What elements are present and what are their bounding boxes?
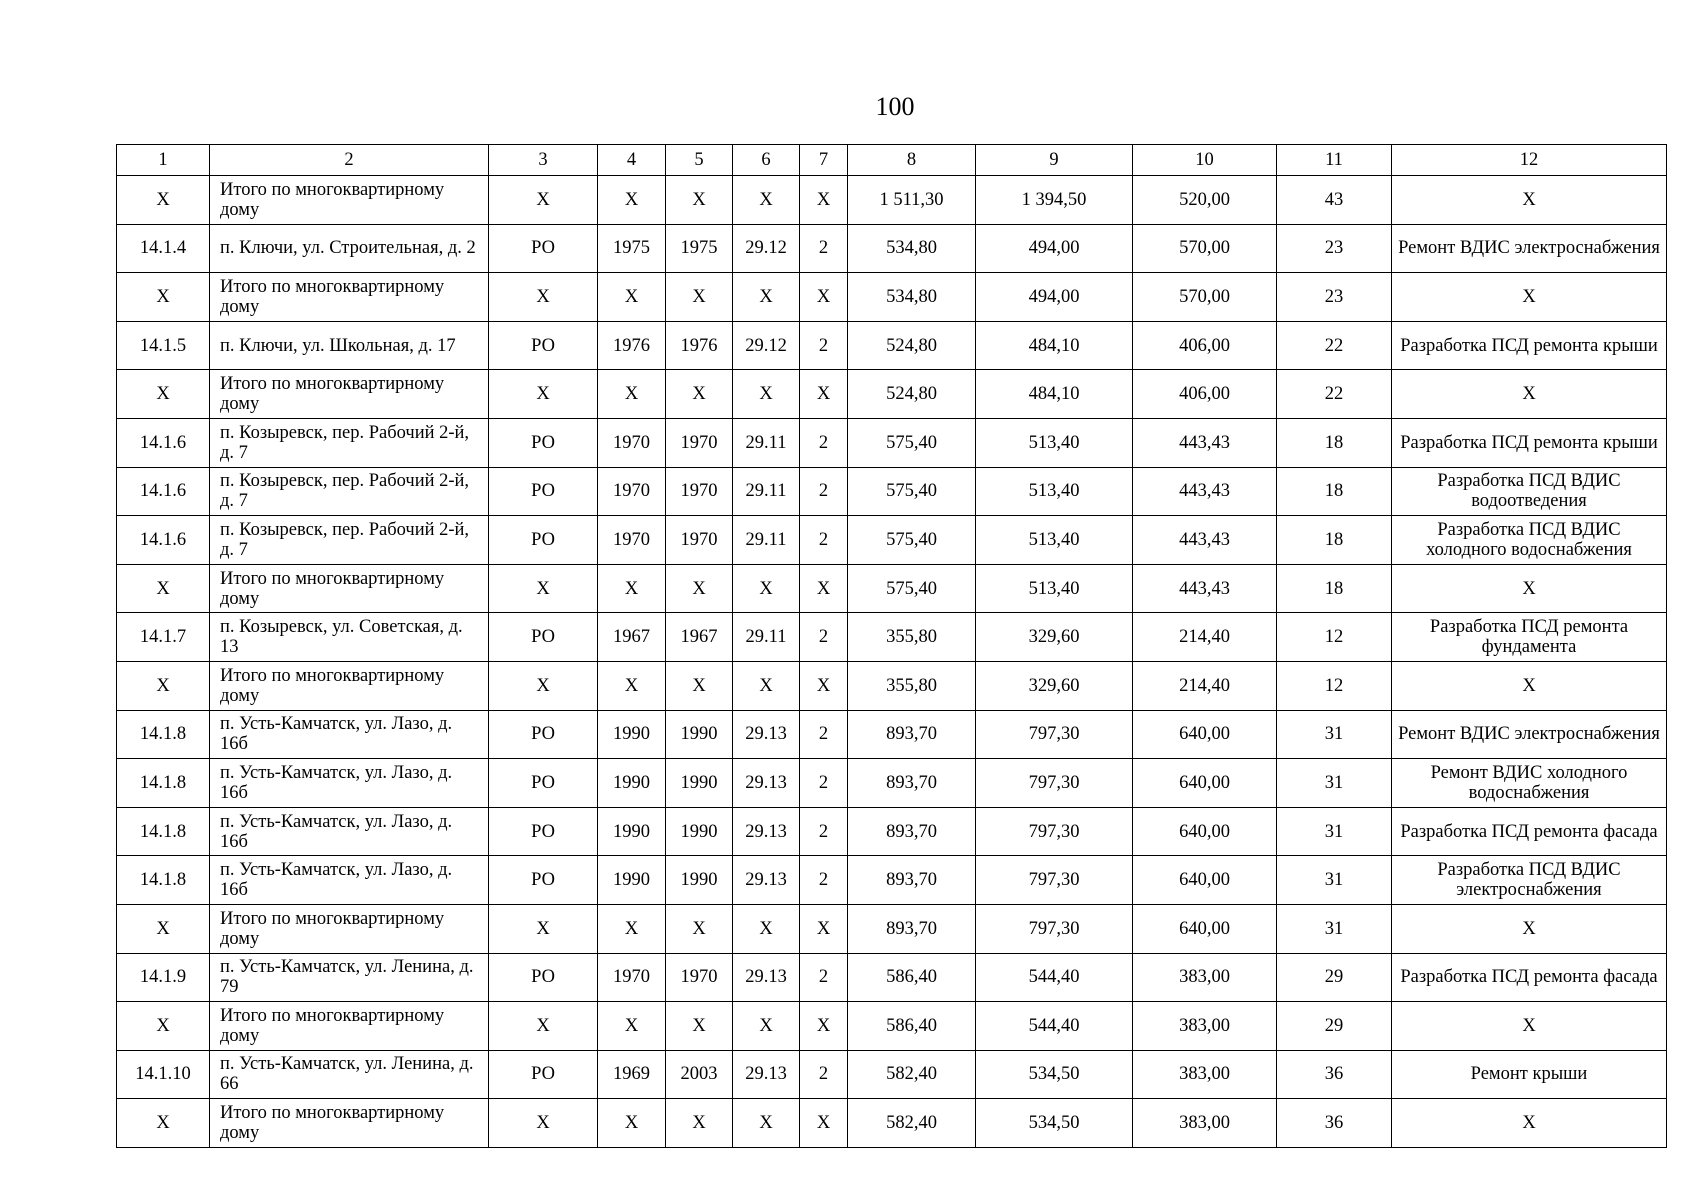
cell-col-floors: Х (800, 273, 848, 322)
cell-col-address: п. Усть-Камчатск, ул. Ленина, д. 79 (210, 953, 489, 1002)
cell-col-owner: Х (489, 564, 598, 613)
cell-col-cost: 520,00 (1133, 176, 1277, 225)
cell-col-year-commissioned: Х (666, 1002, 733, 1051)
cell-col-work: Разработка ПСД ремонта крыши (1392, 321, 1667, 370)
cell-col-code: Х (733, 1099, 800, 1148)
cell-col-residents: 12 (1277, 661, 1392, 710)
cell-col-residents: 31 (1277, 710, 1392, 759)
cell-col-year-built: Х (598, 904, 666, 953)
cell-col-num: Х (117, 273, 210, 322)
header-cell-col-area-total: 8 (848, 145, 976, 176)
cell-col-area-living: 513,40 (976, 564, 1133, 613)
table-row (117, 224, 1667, 273)
cell-col-area-total: 524,80 (848, 370, 976, 419)
cell-col-code: Х (733, 370, 800, 419)
cell-col-year-built: Х (598, 661, 666, 710)
cell-col-residents: 31 (1277, 807, 1392, 856)
cell-col-year-built: 1970 (598, 953, 666, 1002)
cell-col-floors: 2 (800, 418, 848, 467)
cell-col-num: 14.1.8 (117, 759, 210, 808)
header-cell-col-cost: 10 (1133, 145, 1277, 176)
cell-col-cost: 443,43 (1133, 516, 1277, 565)
cell-col-cost: 443,43 (1133, 564, 1277, 613)
table-row (117, 1050, 1667, 1099)
cell-col-year-built: 1975 (598, 224, 666, 273)
cell-col-area-living: 797,30 (976, 856, 1133, 905)
cell-col-owner: РО (489, 418, 598, 467)
cell-col-area-total: 893,70 (848, 807, 976, 856)
cell-col-year-built: Х (598, 273, 666, 322)
cell-col-cost: 640,00 (1133, 710, 1277, 759)
table-row (117, 273, 1667, 322)
cell-col-year-commissioned: Х (666, 273, 733, 322)
cell-col-address: Итого по многоквартирному дому (210, 1099, 489, 1148)
cell-col-area-total: 586,40 (848, 1002, 976, 1051)
table-row (117, 904, 1667, 953)
cell-col-code: Х (733, 1002, 800, 1051)
cell-col-year-commissioned: 1970 (666, 418, 733, 467)
cell-col-work: Х (1392, 564, 1667, 613)
cell-col-residents: 18 (1277, 564, 1392, 613)
cell-col-year-commissioned: 1970 (666, 953, 733, 1002)
cell-col-floors: 2 (800, 953, 848, 1002)
cell-col-address: п. Усть-Камчатск, ул. Лазо, д. 16б (210, 710, 489, 759)
cell-col-cost: 383,00 (1133, 1099, 1277, 1148)
cell-col-address: п. Ключи, ул. Школьная, д. 17 (210, 321, 489, 370)
cell-col-area-living: 513,40 (976, 516, 1133, 565)
cell-col-num: 14.1.8 (117, 807, 210, 856)
cell-col-address: п. Усть-Камчатск, ул. Ленина, д. 66 (210, 1050, 489, 1099)
cell-col-year-built: 1990 (598, 807, 666, 856)
cell-col-year-commissioned: Х (666, 564, 733, 613)
cell-col-floors: Х (800, 370, 848, 419)
cell-col-num: 14.1.6 (117, 418, 210, 467)
cell-col-year-commissioned: Х (666, 176, 733, 225)
cell-col-residents: 23 (1277, 224, 1392, 273)
cell-col-address: п. Козыревск, пер. Рабочий 2-й, д. 7 (210, 467, 489, 516)
cell-col-address: п. Усть-Камчатск, ул. Лазо, д. 16б (210, 807, 489, 856)
cell-col-area-living: 1 394,50 (976, 176, 1133, 225)
cell-col-area-living: 484,10 (976, 370, 1133, 419)
table-row (117, 710, 1667, 759)
cell-col-residents: 22 (1277, 370, 1392, 419)
cell-col-address: п. Ключи, ул. Строительная, д. 2 (210, 224, 489, 273)
cell-col-owner: Х (489, 273, 598, 322)
cell-col-cost: 640,00 (1133, 856, 1277, 905)
cell-col-code: 29.12 (733, 321, 800, 370)
cell-col-owner: РО (489, 516, 598, 565)
cell-col-code: 29.11 (733, 516, 800, 565)
cell-col-area-total: 534,80 (848, 224, 976, 273)
cell-col-area-total: 893,70 (848, 710, 976, 759)
cell-col-code: 29.13 (733, 759, 800, 808)
cell-col-year-commissioned: 2003 (666, 1050, 733, 1099)
cell-col-year-commissioned: Х (666, 661, 733, 710)
cell-col-residents: 36 (1277, 1099, 1392, 1148)
cell-col-num: 14.1.8 (117, 710, 210, 759)
cell-col-owner: Х (489, 661, 598, 710)
cell-col-code: 29.11 (733, 613, 800, 662)
table-row (117, 807, 1667, 856)
cell-col-year-built: 1970 (598, 418, 666, 467)
cell-col-work: Х (1392, 661, 1667, 710)
cell-col-num: 14.1.6 (117, 467, 210, 516)
cell-col-residents: 43 (1277, 176, 1392, 225)
cell-col-year-commissioned: 1967 (666, 613, 733, 662)
cell-col-year-built: 1969 (598, 1050, 666, 1099)
cell-col-owner: РО (489, 224, 598, 273)
cell-col-area-living: 797,30 (976, 710, 1133, 759)
cell-col-floors: 2 (800, 856, 848, 905)
cell-col-address: п. Козыревск, пер. Рабочий 2-й, д. 7 (210, 418, 489, 467)
cell-col-cost: 443,43 (1133, 418, 1277, 467)
cell-col-floors: Х (800, 564, 848, 613)
cell-col-num: Х (117, 1002, 210, 1051)
cell-col-address: п. Козыревск, ул. Советская, д. 13 (210, 613, 489, 662)
cell-col-floors: Х (800, 1099, 848, 1148)
cell-col-owner: РО (489, 953, 598, 1002)
cell-col-work: Ремонт крыши (1392, 1050, 1667, 1099)
cell-col-owner: РО (489, 759, 598, 808)
cell-col-address: п. Козыревск, пер. Рабочий 2-й, д. 7 (210, 516, 489, 565)
cell-col-year-built: 1990 (598, 710, 666, 759)
cell-col-num: 14.1.4 (117, 224, 210, 273)
cell-col-work: Х (1392, 273, 1667, 322)
cell-col-area-living: 494,00 (976, 273, 1133, 322)
cell-col-area-living: 329,60 (976, 613, 1133, 662)
cell-col-address: Итого по многоквартирному дому (210, 273, 489, 322)
cell-col-code: Х (733, 273, 800, 322)
cell-col-year-built: 1967 (598, 613, 666, 662)
cell-col-code: 29.12 (733, 224, 800, 273)
cell-col-floors: 2 (800, 613, 848, 662)
cell-col-floors: 2 (800, 759, 848, 808)
cell-col-num: 14.1.7 (117, 613, 210, 662)
cell-col-num: Х (117, 370, 210, 419)
header-cell-col-floors: 7 (800, 145, 848, 176)
table-row (117, 661, 1667, 710)
cell-col-num: Х (117, 564, 210, 613)
header-cell-col-year-commissioned: 5 (666, 145, 733, 176)
cell-col-cost: 214,40 (1133, 613, 1277, 662)
cell-col-code: 29.11 (733, 467, 800, 516)
cell-col-residents: 36 (1277, 1050, 1392, 1099)
cell-col-area-living: 544,40 (976, 953, 1133, 1002)
table-row (117, 176, 1667, 225)
cell-col-year-built: Х (598, 176, 666, 225)
header-cell-col-year-built: 4 (598, 145, 666, 176)
cell-col-work: Разработка ПСД ремонта фундамента (1392, 613, 1667, 662)
cell-col-owner: Х (489, 370, 598, 419)
cell-col-code: 29.13 (733, 856, 800, 905)
cell-col-cost: 570,00 (1133, 273, 1277, 322)
cell-col-year-built: Х (598, 564, 666, 613)
cell-col-work: Разработка ПСД ремонта фасада (1392, 953, 1667, 1002)
cell-col-cost: 383,00 (1133, 1002, 1277, 1051)
cell-col-address: Итого по многоквартирному дому (210, 176, 489, 225)
cell-col-work: Ремонт ВДИС электроснабжения (1392, 710, 1667, 759)
table-row (117, 856, 1667, 905)
cell-col-year-built: 1990 (598, 856, 666, 905)
cell-col-owner: РО (489, 467, 598, 516)
cell-col-work: Х (1392, 370, 1667, 419)
cell-col-area-total: 893,70 (848, 856, 976, 905)
header-cell-col-num: 1 (117, 145, 210, 176)
table-row (117, 613, 1667, 662)
cell-col-work: Разработка ПСД ВДИС электроснабжения (1392, 856, 1667, 905)
cell-col-code: Х (733, 564, 800, 613)
header-cell-col-owner: 3 (489, 145, 598, 176)
cell-col-year-built: Х (598, 370, 666, 419)
cell-col-floors: 2 (800, 467, 848, 516)
cell-col-area-total: 586,40 (848, 953, 976, 1002)
cell-col-area-living: 513,40 (976, 418, 1133, 467)
cell-col-year-built: Х (598, 1099, 666, 1148)
cell-col-area-living: 484,10 (976, 321, 1133, 370)
cell-col-floors: 2 (800, 1050, 848, 1099)
cell-col-year-commissioned: 1990 (666, 856, 733, 905)
cell-col-area-total: 893,70 (848, 904, 976, 953)
cell-col-num: 14.1.8 (117, 856, 210, 905)
cell-col-floors: Х (800, 176, 848, 225)
cell-col-address: п. Усть-Камчатск, ул. Лазо, д. 16б (210, 856, 489, 905)
cell-col-address: Итого по многоквартирному дому (210, 370, 489, 419)
cell-col-owner: РО (489, 1050, 598, 1099)
cell-col-area-living: 513,40 (976, 467, 1133, 516)
cell-col-residents: 18 (1277, 418, 1392, 467)
cell-col-num: Х (117, 1099, 210, 1148)
cell-col-cost: 640,00 (1133, 904, 1277, 953)
table-row (117, 467, 1667, 516)
cell-col-cost: 383,00 (1133, 953, 1277, 1002)
cell-col-residents: 29 (1277, 1002, 1392, 1051)
cell-col-year-built: 1976 (598, 321, 666, 370)
cell-col-floors: Х (800, 1002, 848, 1051)
cell-col-area-living: 534,50 (976, 1050, 1133, 1099)
cell-col-work: Разработка ПСД ВДИС холодного водоснабжения (1392, 516, 1667, 565)
cell-col-owner: РО (489, 613, 598, 662)
cell-col-owner: Х (489, 904, 598, 953)
cell-col-work: Разработка ПСД ВДИС водоотведения (1392, 467, 1667, 516)
cell-col-cost: 443,43 (1133, 467, 1277, 516)
cell-col-code: 29.13 (733, 1050, 800, 1099)
cell-col-residents: 23 (1277, 273, 1392, 322)
cell-col-code: Х (733, 176, 800, 225)
cell-col-cost: 383,00 (1133, 1050, 1277, 1099)
cell-col-area-living: 534,50 (976, 1099, 1133, 1148)
cell-col-area-total: 575,40 (848, 516, 976, 565)
cell-col-address: Итого по многоквартирному дому (210, 1002, 489, 1051)
cell-col-residents: 22 (1277, 321, 1392, 370)
cell-col-year-commissioned: 1990 (666, 710, 733, 759)
cell-col-area-living: 797,30 (976, 904, 1133, 953)
cell-col-num: Х (117, 661, 210, 710)
cell-col-num: 14.1.9 (117, 953, 210, 1002)
cell-col-cost: 640,00 (1133, 759, 1277, 808)
cell-col-year-commissioned: 1975 (666, 224, 733, 273)
cell-col-code: 29.13 (733, 807, 800, 856)
cell-col-area-living: 329,60 (976, 661, 1133, 710)
cell-col-area-total: 575,40 (848, 564, 976, 613)
cell-col-year-commissioned: 1990 (666, 759, 733, 808)
cell-col-work: Х (1392, 176, 1667, 225)
cell-col-year-commissioned: Х (666, 904, 733, 953)
cell-col-address: п. Усть-Камчатск, ул. Лазо, д. 16б (210, 759, 489, 808)
cell-col-cost: 214,40 (1133, 661, 1277, 710)
cell-col-area-total: 524,80 (848, 321, 976, 370)
cell-col-area-living: 544,40 (976, 1002, 1133, 1051)
cell-col-work: Х (1392, 1099, 1667, 1148)
header-cell-col-code: 6 (733, 145, 800, 176)
header-cell-col-work: 12 (1392, 145, 1667, 176)
header-cell-col-address: 2 (210, 145, 489, 176)
cell-col-floors: 2 (800, 516, 848, 565)
cell-col-num: Х (117, 904, 210, 953)
cell-col-owner: РО (489, 807, 598, 856)
cell-col-work: Ремонт ВДИС холодного водоснабжения (1392, 759, 1667, 808)
cell-col-area-total: 534,80 (848, 273, 976, 322)
cell-col-area-living: 494,00 (976, 224, 1133, 273)
cell-col-year-built: 1970 (598, 467, 666, 516)
cell-col-owner: РО (489, 856, 598, 905)
cell-col-owner: Х (489, 176, 598, 225)
cell-col-code: 29.11 (733, 418, 800, 467)
cell-col-code: Х (733, 661, 800, 710)
cell-col-year-built: Х (598, 1002, 666, 1051)
cell-col-floors: 2 (800, 710, 848, 759)
cell-col-area-total: 355,80 (848, 613, 976, 662)
cell-col-cost: 640,00 (1133, 807, 1277, 856)
table-row (117, 953, 1667, 1002)
table-header-row (117, 145, 1667, 176)
cell-col-area-total: 355,80 (848, 661, 976, 710)
header-cell-col-area-living: 9 (976, 145, 1133, 176)
cell-col-area-total: 1 511,30 (848, 176, 976, 225)
cell-col-floors: 2 (800, 224, 848, 273)
cell-col-work: Разработка ПСД ремонта крыши (1392, 418, 1667, 467)
cell-col-floors: Х (800, 661, 848, 710)
cell-col-cost: 406,00 (1133, 370, 1277, 419)
cell-col-residents: 31 (1277, 856, 1392, 905)
cell-col-residents: 31 (1277, 904, 1392, 953)
cell-col-num: 14.1.5 (117, 321, 210, 370)
cell-col-area-total: 582,40 (848, 1050, 976, 1099)
cell-col-area-total: 575,40 (848, 467, 976, 516)
cell-col-area-total: 893,70 (848, 759, 976, 808)
cell-col-floors: 2 (800, 807, 848, 856)
header-cell-col-residents: 11 (1277, 145, 1392, 176)
cell-col-year-built: 1970 (598, 516, 666, 565)
cell-col-code: 29.13 (733, 953, 800, 1002)
cell-col-year-commissioned: 1990 (666, 807, 733, 856)
cell-col-floors: 2 (800, 321, 848, 370)
cell-col-area-living: 797,30 (976, 807, 1133, 856)
cell-col-num: 14.1.10 (117, 1050, 210, 1099)
cell-col-cost: 406,00 (1133, 321, 1277, 370)
cell-col-address: Итого по многоквартирному дому (210, 564, 489, 613)
cell-col-work: Х (1392, 1002, 1667, 1051)
page-number: 100 (875, 92, 915, 121)
cell-col-work: Разработка ПСД ремонта фасада (1392, 807, 1667, 856)
cell-col-year-commissioned: 1970 (666, 516, 733, 565)
cell-col-year-commissioned: Х (666, 370, 733, 419)
cell-col-year-commissioned: Х (666, 1099, 733, 1148)
cell-col-area-total: 575,40 (848, 418, 976, 467)
cell-col-code: Х (733, 904, 800, 953)
cell-col-owner: Х (489, 1099, 598, 1148)
table-row (117, 1099, 1667, 1148)
cell-col-work: Х (1392, 904, 1667, 953)
cell-col-residents: 12 (1277, 613, 1392, 662)
cell-col-residents: 31 (1277, 759, 1392, 808)
cell-col-year-built: 1990 (598, 759, 666, 808)
cell-col-address: Итого по многоквартирному дому (210, 661, 489, 710)
cell-col-cost: 570,00 (1133, 224, 1277, 273)
cell-col-residents: 18 (1277, 516, 1392, 565)
table-row (117, 418, 1667, 467)
cell-col-owner: РО (489, 321, 598, 370)
table-row (117, 564, 1667, 613)
table-row (117, 759, 1667, 808)
cell-col-residents: 29 (1277, 953, 1392, 1002)
cell-col-area-total: 582,40 (848, 1099, 976, 1148)
table-row (117, 1002, 1667, 1051)
cell-col-residents: 18 (1277, 467, 1392, 516)
cell-col-owner: РО (489, 710, 598, 759)
cell-col-address: Итого по многоквартирному дому (210, 904, 489, 953)
cell-col-work: Ремонт ВДИС электроснабжения (1392, 224, 1667, 273)
cell-col-code: 29.13 (733, 710, 800, 759)
table-row (117, 516, 1667, 565)
table-row (117, 321, 1667, 370)
cell-col-year-commissioned: 1970 (666, 467, 733, 516)
cell-col-floors: Х (800, 904, 848, 953)
repair-program-table (116, 144, 1667, 1148)
table-row (117, 370, 1667, 419)
cell-col-owner: Х (489, 1002, 598, 1051)
cell-col-num: 14.1.6 (117, 516, 210, 565)
cell-col-num: Х (117, 176, 210, 225)
cell-col-year-commissioned: 1976 (666, 321, 733, 370)
cell-col-area-living: 797,30 (976, 759, 1133, 808)
